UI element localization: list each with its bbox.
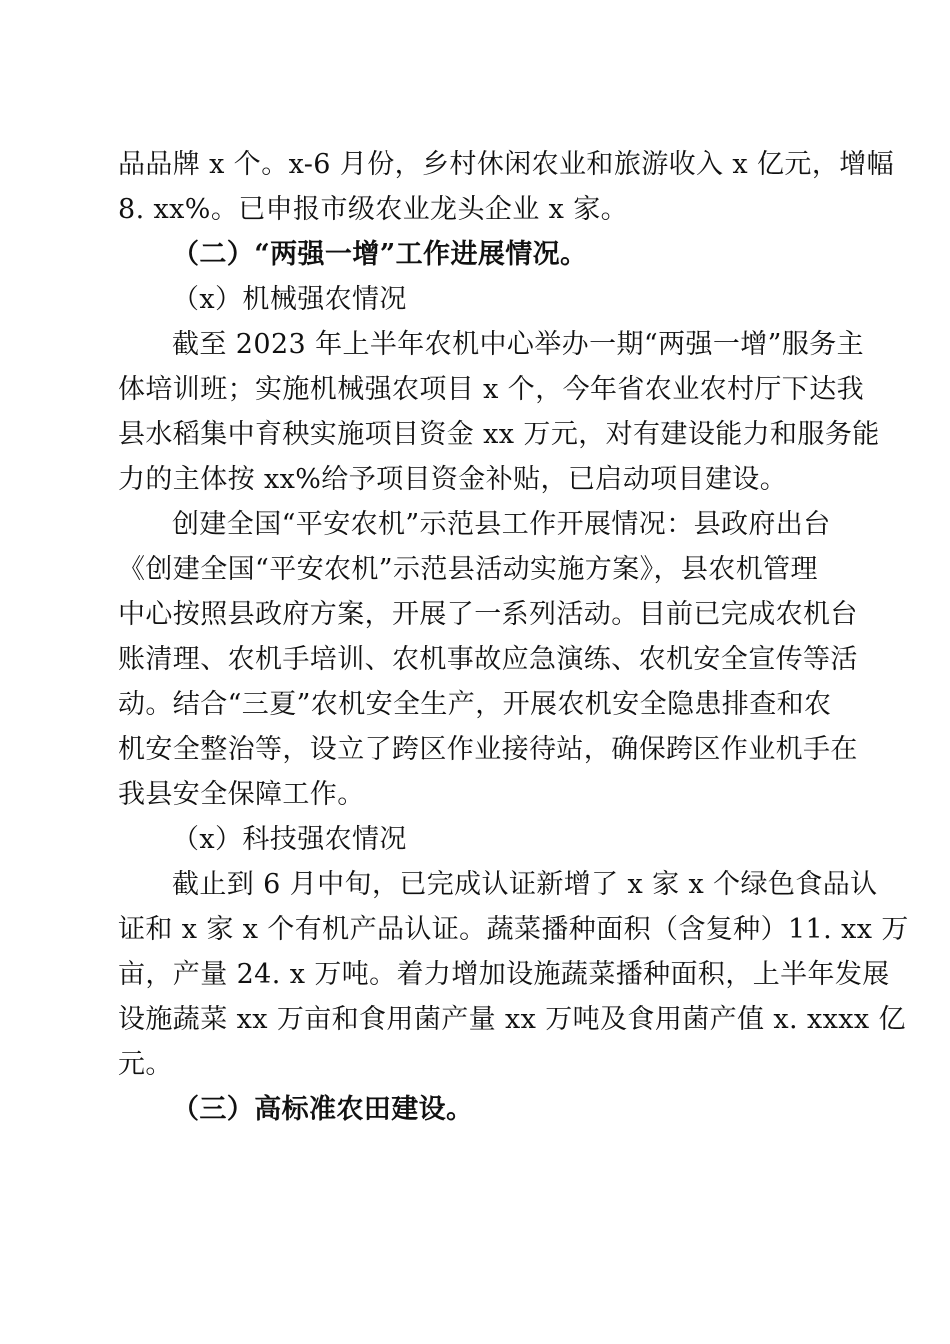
text-line: 我县安全保障工作。: [118, 779, 365, 810]
text-line: 证和 x 家 x 个有机产品认证。蔬菜播种面积（含复种）11. xx 万: [118, 914, 909, 945]
subsection-heading: （x）机械强农情况: [172, 284, 407, 315]
text-line: 体培训班；实施机械强农项目 x 个，今年省农业农村厅下达我: [118, 374, 864, 405]
section-heading: （二）“两强一增”工作进展情况。: [172, 239, 588, 270]
text-line: 截至 2023 年上半年农机中心举办一期“两强一增”服务主: [172, 329, 865, 360]
section-heading: （三）高标准农田建设。: [172, 1094, 474, 1125]
text-line: 设施蔬菜 xx 万亩和食用菌产量 xx 万吨及食用菌产值 x. xxxx 亿: [118, 1004, 906, 1035]
text-line: 中心按照县政府方案，开展了一系列活动。目前已完成农机台: [118, 599, 858, 630]
text-line: 创建全国“平安农机”示范县工作开展情况：县政府出台: [172, 509, 831, 540]
text-line: 8. xx%。已申报市级农业龙头企业 x 家。: [118, 194, 629, 225]
subsection-heading: （x）科技强农情况: [172, 824, 407, 855]
text-line: 力的主体按 xx%给予项目资金补贴，已启动项目建设。: [118, 464, 788, 495]
text-line: 截止到 6 月中旬，已完成认证新增了 x 家 x 个绿色食品认: [172, 869, 878, 900]
text-line: 县水稻集中育秧实施项目资金 xx 万元，对有建设能力和服务能: [118, 419, 880, 450]
text-line: 亩，产量 24. x 万吨。着力增加设施蔬菜播种面积，上半年发展: [118, 959, 890, 990]
text-line: 机安全整治等，设立了跨区作业接待站，确保跨区作业机手在: [118, 734, 858, 765]
text-line: 元。: [118, 1049, 173, 1080]
text-line: 账清理、农机手培训、农机事故应急演练、农机安全宣传等活: [118, 644, 858, 675]
text-line: 品品牌 x 个。x-6 月份，乡村休闲农业和旅游收入 x 亿元，增幅: [118, 149, 895, 180]
text-line: 动。结合“三夏”农机安全生产，开展农机安全隐患排查和农: [118, 689, 832, 720]
text-line: 《创建全国“平安农机”示范县活动实施方案》，县农机管理: [118, 554, 818, 585]
